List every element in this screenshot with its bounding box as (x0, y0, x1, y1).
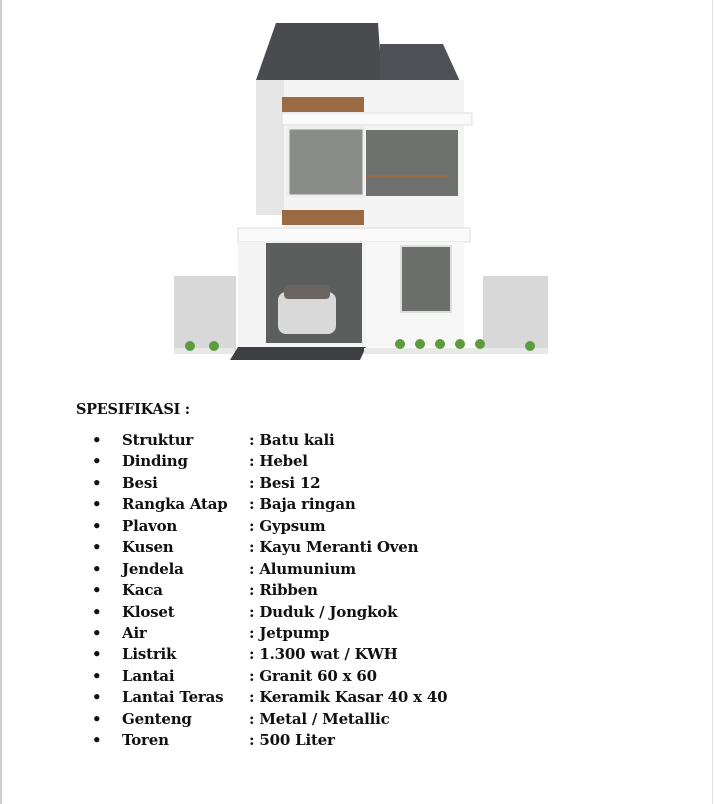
spec-label: Lantai (122, 666, 175, 685)
bullet-icon: • (92, 623, 102, 642)
spec-value: : 1.300 wat / KWH (249, 645, 398, 664)
spec-label: Lantai Teras (122, 688, 224, 707)
wood-panel-top (282, 97, 364, 112)
spec-value: : Kayu Meranti Oven (249, 538, 419, 557)
spec-label: Plavon (122, 516, 178, 535)
spec-value: : Gypsum (249, 516, 326, 535)
siding-wall (256, 80, 284, 215)
bullet-icon: • (92, 581, 102, 600)
spec-label: Listrik (122, 645, 177, 664)
ground-window (401, 246, 451, 312)
spec-label: Kaca (122, 581, 163, 600)
spec-label: Jendela (122, 559, 184, 578)
bullet-icon: • (92, 559, 102, 578)
house-render-image (0, 0, 715, 370)
spec-label: Kloset (122, 602, 175, 621)
fence-left (174, 276, 236, 352)
bullet-icon: • (92, 709, 102, 728)
bullet-icon: • (92, 602, 102, 621)
bullet-icon: • (92, 473, 102, 492)
lower-ledge (238, 228, 470, 242)
bullet-icon: • (92, 731, 102, 750)
spec-label: Besi (122, 473, 158, 492)
bullet-icon: • (92, 431, 102, 449)
spec-label: Air (122, 623, 147, 642)
wood-panel-bottom (282, 210, 364, 225)
spec-label: Struktur (122, 431, 194, 449)
driveway (230, 347, 366, 360)
spec-value: : Granit 60 x 60 (249, 666, 377, 685)
roof-left (256, 23, 382, 80)
fence-right (483, 276, 548, 352)
spec-value: : Ribben (249, 581, 318, 600)
spec-value: : Baja ringan (249, 495, 356, 514)
spec-value: : Batu kali (249, 431, 335, 449)
spec-value: : Duduk / Jongkok (249, 602, 398, 621)
spec-value: : Hebel (249, 452, 308, 471)
bullet-icon: • (92, 666, 102, 685)
spec-label: Dinding (122, 452, 188, 471)
bullet-icon: • (92, 538, 102, 557)
spec-label: Toren (122, 731, 169, 750)
bullet-icon: • (92, 516, 102, 535)
bullet-icon: • (92, 688, 102, 707)
upper-ledge (282, 113, 472, 125)
bullet-icon: • (92, 645, 102, 664)
spec-value: : Jetpump (249, 623, 330, 642)
balcony-window (366, 130, 458, 196)
specification-heading: SPESIFIKASI : (76, 401, 190, 418)
upper-window (288, 128, 364, 196)
spec-label: Genteng (122, 709, 192, 728)
spec-label: Kusen (122, 538, 174, 557)
spec-value: : Keramik Kasar 40 x 40 (249, 688, 448, 707)
bullet-icon: • (92, 495, 102, 514)
spec-value: : 500 Liter (249, 731, 335, 750)
spec-value: : Alumunium (249, 559, 356, 578)
spec-value: : Metal / Metallic (249, 709, 390, 728)
spec-value: : Besi 12 (249, 473, 321, 492)
spec-label: Rangka Atap (122, 495, 228, 514)
bullet-icon: • (92, 452, 102, 471)
